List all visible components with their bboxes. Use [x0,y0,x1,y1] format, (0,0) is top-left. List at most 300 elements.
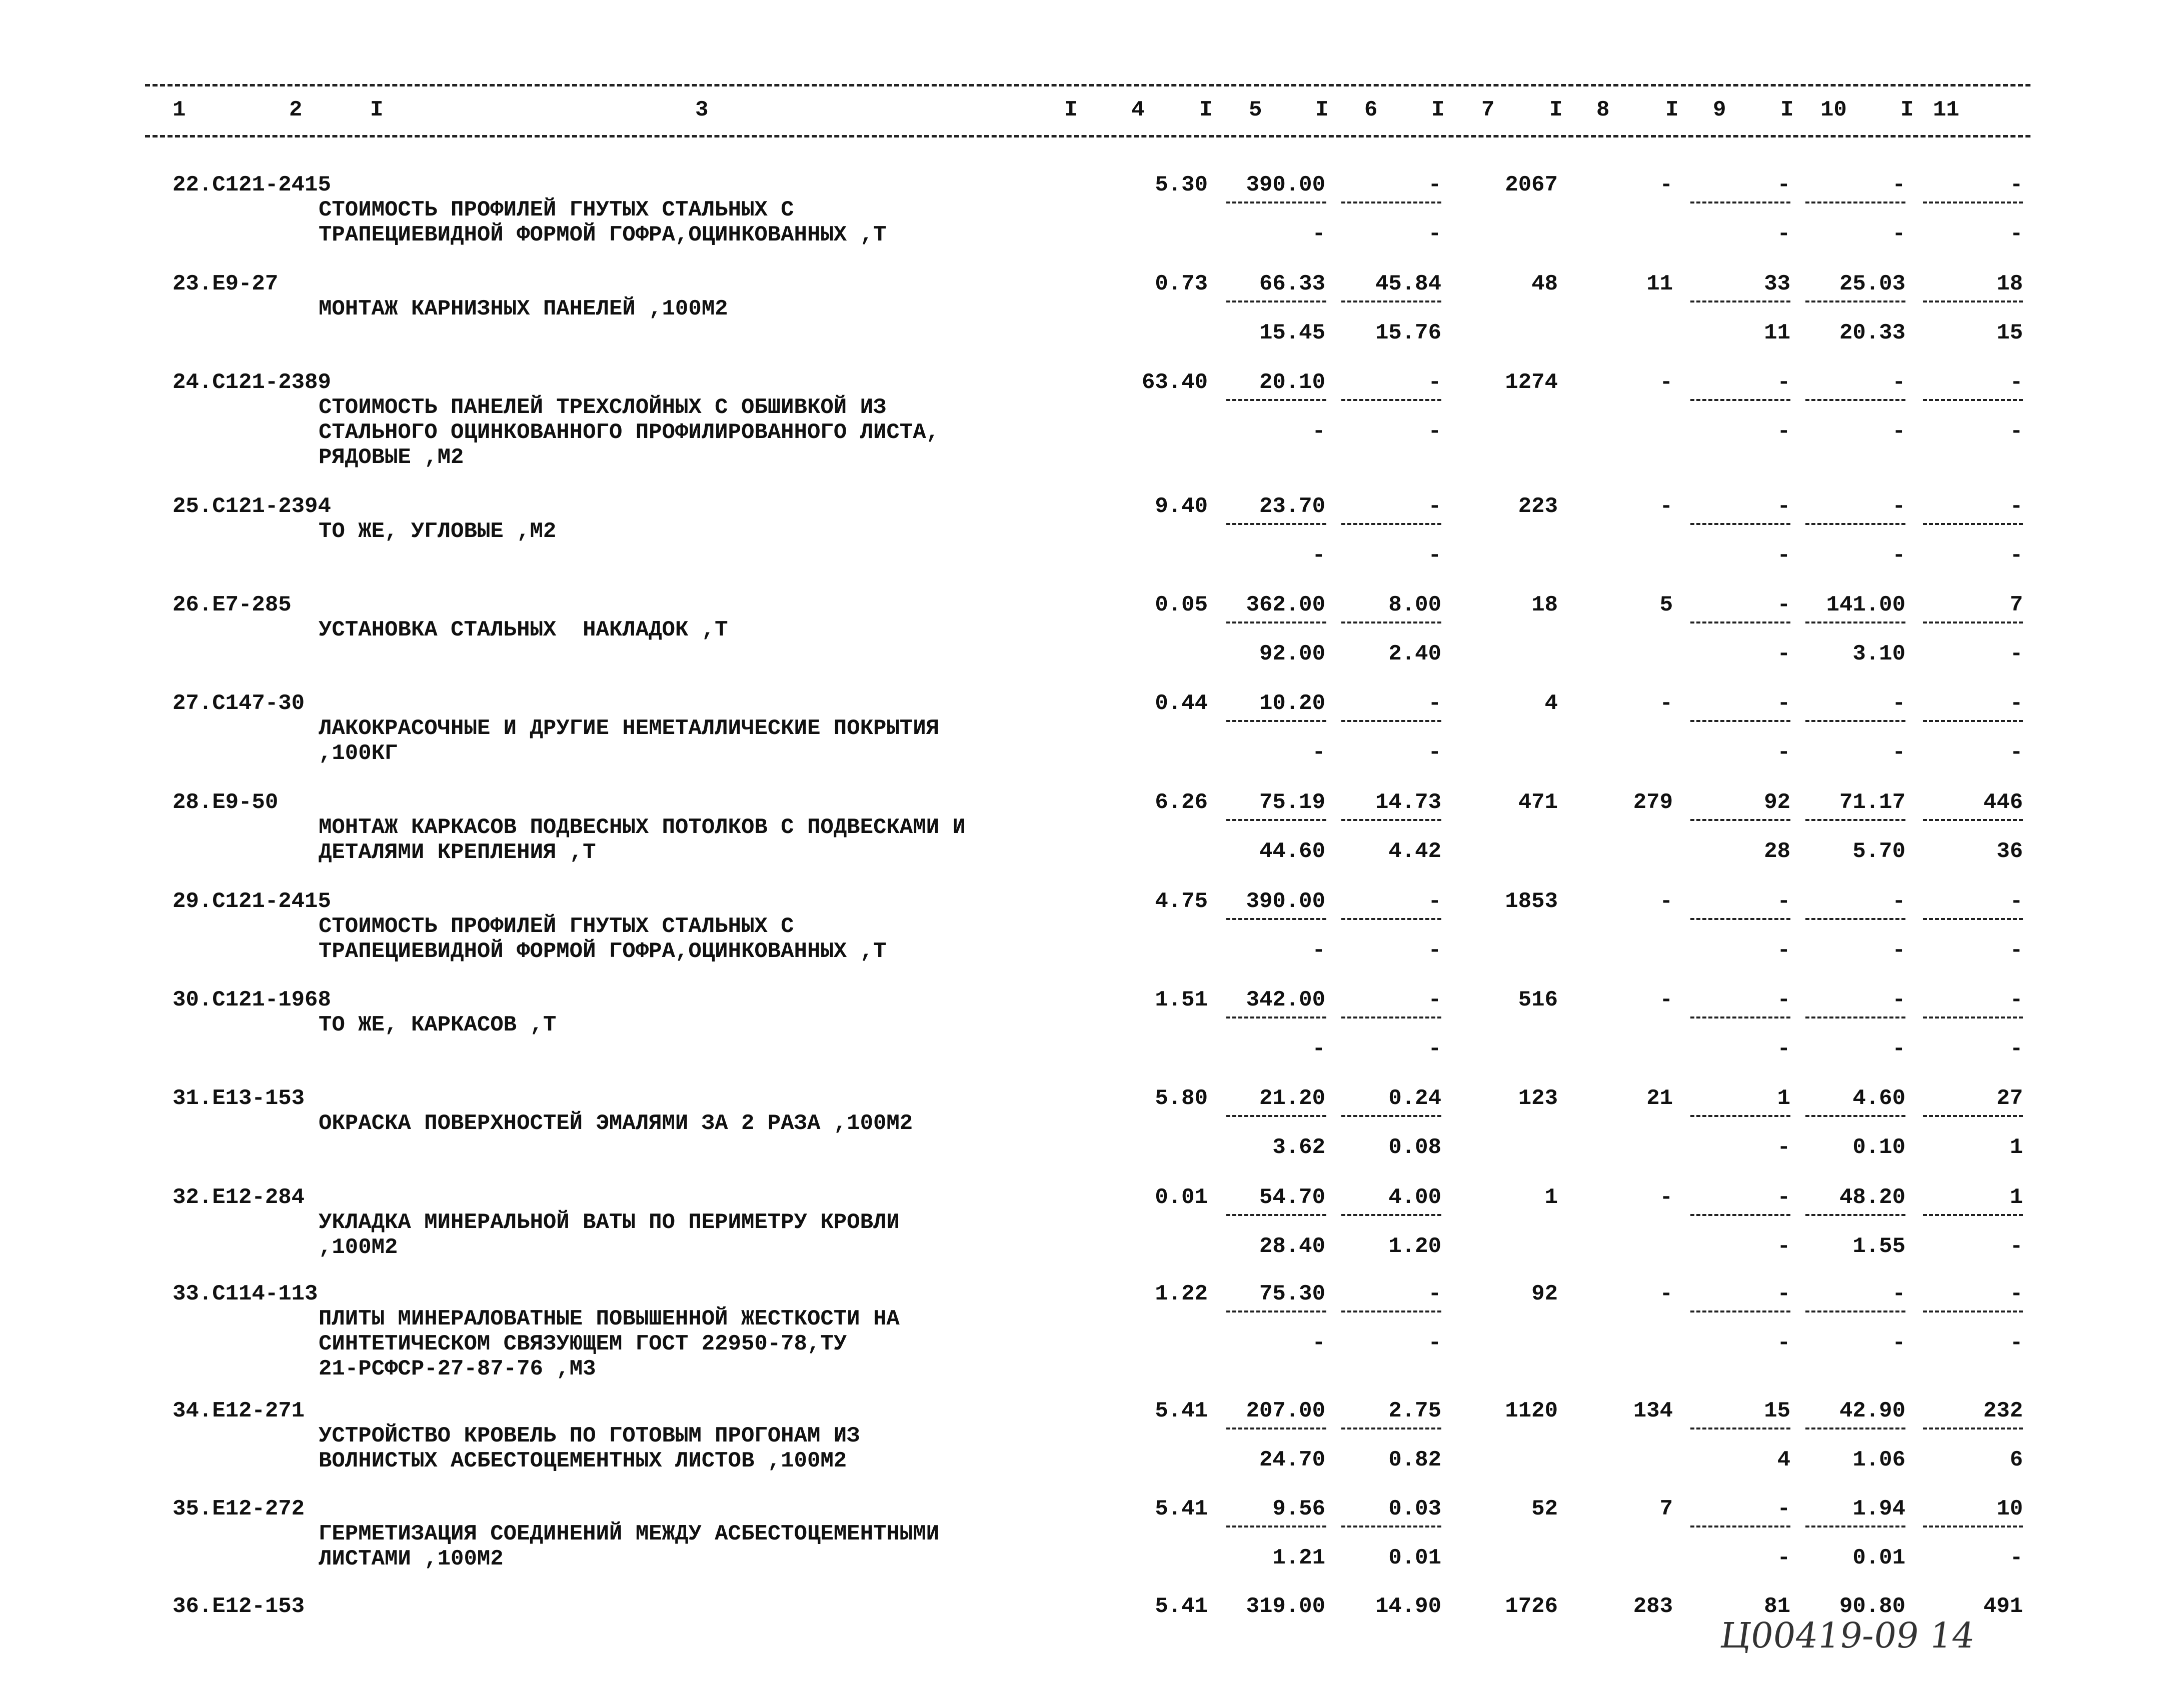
handwritten-signature: Ц00419-09 14 [1717,1615,1977,1656]
row-divider [1341,622,1441,624]
row-value-c9: - [1777,370,1790,395]
row-value-c7: 52 [1531,1496,1558,1522]
row-value-c9b: 4 [1777,1448,1790,1472]
row-value-c4: 63.40 [1141,370,1208,395]
row-code: 28.Е9-50 [173,790,279,815]
row-value-c10b: 1.06 [1852,1448,1905,1472]
row-value-c9b: - [1777,740,1790,765]
row-divider [1923,819,2023,821]
row-divider [1805,918,1905,920]
row-divider [1226,720,1326,722]
header-separator: I [1431,98,1445,122]
row-value-c10b: - [1892,222,1905,246]
top-rule [145,84,2030,86]
row-value-c10b: - [1892,1036,1905,1062]
row-code: 24.С121-2389 [173,370,331,395]
row-value-c11: 27 [1996,1086,2023,1111]
row-description: ТО ЖЕ, УГЛОВЫЕ ,М2 [319,519,557,544]
row-value-c5b: 92.00 [1259,642,1325,666]
row-value-c11: - [2009,172,2023,198]
row-value-c7: 4 [1544,691,1558,716]
row-description: 21-РСФСР-27-87-76 ,М3 [319,1356,596,1382]
row-value-c5b: - [1312,1036,1325,1062]
row-value-c10b: 0.01 [1852,1546,1905,1570]
row-value-c10: 1.94 [1852,1496,1905,1522]
row-value-c7: 471 [1518,790,1558,815]
row-divider [1341,819,1441,821]
row-divider [1923,202,2023,204]
row-description: ,100М2 [319,1235,398,1260]
row-value-c11: 10 [1996,1496,2023,1522]
row-value-c9b: 11 [1764,320,1790,346]
row-value-c5b: 24.70 [1259,1448,1325,1472]
row-value-c10: 42.90 [1839,1398,1905,1424]
row-value-c6: - [1428,889,1441,914]
row-divider [1923,622,2023,624]
row-divider [1226,622,1326,624]
row-divider [1226,1115,1326,1117]
row-value-c11b: - [2009,1036,2023,1062]
row-value-c7: 48 [1531,272,1558,296]
row-value-c10b: 3.10 [1852,642,1905,666]
row-value-c6b: 1.20 [1388,1234,1441,1259]
row-value-c10: - [1892,691,1905,716]
row-value-c4: 5.41 [1155,1398,1208,1424]
row-value-c9b: - [1777,222,1790,246]
row-value-c11b: - [2009,1546,2023,1570]
row-divider [1226,300,1326,302]
row-value-c5: 21.20 [1259,1086,1325,1111]
row-description: ЛИСТАМИ ,100М2 [319,1546,504,1572]
row-value-c7: 223 [1518,494,1558,519]
row-value-c8: - [1659,691,1673,716]
row-value-c6: - [1428,370,1441,395]
row-value-c10: 141.00 [1826,592,1905,618]
row-divider [1690,1016,1790,1018]
row-value-c8: - [1659,1282,1673,1306]
row-divider [1690,1214,1790,1216]
row-value-c5b: - [1312,543,1325,568]
row-divider [1805,1115,1905,1117]
row-value-c11: - [2009,494,2023,519]
row-value-c5: 66.33 [1259,272,1325,296]
header-separator: I [1549,98,1563,122]
row-description: СТАЛЬНОГО ОЦИНКОВАННОГО ПРОФИЛИРОВАННОГО ЛИСТА, [319,420,940,445]
row-value-c5: 23.70 [1259,494,1325,519]
row-description: ОКРАСКА ПОВЕРХНОСТЕЙ ЭМАЛЯМИ ЗА 2 РАЗА ,100М2 [319,1111,913,1136]
row-value-c8: - [1659,1185,1673,1210]
row-value-c4: 9.40 [1155,494,1208,519]
row-value-c7: 1726 [1505,1594,1558,1619]
row-value-c11: 232 [1983,1398,2023,1424]
row-value-c10: - [1892,172,1905,198]
header-separator: I [1900,98,1914,122]
row-description: ГЕРМЕТИЗАЦИЯ СОЕДИНЕНИЙ МЕЖДУ АСБЕСТОЦЕМЕНТНЫМИ [319,1522,940,1546]
row-value-c11b: - [2009,222,2023,246]
row-value-c9b: - [1777,419,1790,444]
row-value-c9b: - [1777,543,1790,568]
row-divider [1226,918,1326,920]
header-col-c1: 1 [173,98,186,122]
row-value-c11: 446 [1983,790,2023,815]
row-value-c6b: - [1428,419,1441,444]
row-value-c6b: 0.01 [1388,1546,1441,1570]
row-divider [1805,1428,1905,1430]
row-value-c11b: - [2009,740,2023,765]
row-value-c5b: - [1312,419,1325,444]
row-value-c10: 48.20 [1839,1185,1905,1210]
row-divider [1805,1526,1905,1528]
row-value-c5b: 15.45 [1259,320,1325,346]
row-value-c6: - [1428,494,1441,519]
row-divider [1805,1016,1905,1018]
row-value-c4: 1.22 [1155,1282,1208,1306]
row-code: 31.Е13-153 [173,1086,305,1111]
row-divider [1341,202,1441,204]
row-value-c8: 7 [1659,1496,1673,1522]
row-description: УСТАНОВКА СТАЛЬНЫХ НАКЛАДОК ,Т [319,618,728,642]
row-value-c10: 71.17 [1839,790,1905,815]
header-separator: I [1315,98,1329,122]
row-divider [1341,523,1441,525]
row-value-c10: - [1892,988,1905,1012]
row-value-c11b: - [2009,1330,2023,1356]
row-value-c6: 0.03 [1388,1496,1441,1522]
row-divider [1805,720,1905,722]
row-value-c9: - [1777,1496,1790,1522]
row-code: 26.Е7-285 [173,592,292,618]
row-divider [1341,720,1441,722]
row-value-c6: 14.90 [1375,1594,1441,1619]
row-code: 36.Е12-153 [173,1594,305,1619]
row-value-c9: - [1777,988,1790,1012]
row-value-c6: - [1428,172,1441,198]
row-value-c6: 0.24 [1388,1086,1441,1111]
row-description: ТО ЖЕ, КАРКАСОВ ,Т [319,1012,557,1038]
header-separator: I [1665,98,1679,122]
row-value-c6: - [1428,691,1441,716]
row-divider [1341,300,1441,302]
row-value-c10b: - [1892,1330,1905,1356]
row-value-c5: 390.00 [1246,172,1325,198]
row-divider [1341,1310,1441,1312]
row-divider [1805,1214,1905,1216]
row-description: ,100КГ [319,741,398,766]
row-value-c6b: 2.40 [1388,642,1441,666]
row-divider [1341,399,1441,401]
row-value-c9: - [1777,889,1790,914]
row-code: 30.С121-1968 [173,988,331,1012]
row-description: ДЕТАЛЯМИ КРЕПЛЕНИЯ ,Т [319,840,596,865]
header-col-c3: 3 [695,98,709,122]
header-col-c11: 11 [1933,98,1959,122]
row-description: ПЛИТЫ МИНЕРАЛОВАТНЫЕ ПОВЫШЕННОЙ ЖЕСТКОСТИ НА [319,1306,900,1332]
row-value-c11b: 1 [2009,1135,2023,1160]
row-divider [1923,523,2023,525]
header-col-c8: 8 [1596,98,1610,122]
header-separator: I [1780,98,1794,122]
row-divider [1923,1016,2023,1018]
row-divider [1805,399,1905,401]
row-description: ТРАПЕЦИЕВИДНОЙ ФОРМОЙ ГОФРА,ОЦИНКОВАННЫХ ,Т [319,939,887,964]
row-value-c6b: - [1428,222,1441,246]
row-value-c6: - [1428,1282,1441,1306]
row-value-c5: 20.10 [1259,370,1325,395]
row-value-c7: 2067 [1505,172,1558,198]
row-divider [1923,399,2023,401]
row-value-c10b: - [1892,740,1905,765]
row-value-c5: 319.00 [1246,1594,1325,1619]
row-divider [1341,1214,1441,1216]
row-value-c10: - [1892,889,1905,914]
row-value-c11: - [2009,889,2023,914]
row-value-c8: - [1659,988,1673,1012]
row-value-c9: - [1777,1185,1790,1210]
row-value-c4: 5.30 [1155,172,1208,198]
row-value-c11: - [2009,370,2023,395]
row-value-c11: - [2009,1282,2023,1306]
row-value-c11: 18 [1996,272,2023,296]
row-code: 22.С121-2415 [173,172,331,198]
row-value-c4: 0.01 [1155,1185,1208,1210]
row-code: 33.С114-113 [173,1282,318,1306]
row-value-c10b: - [1892,543,1905,568]
row-divider [1923,300,2023,302]
header-col-c5: 5 [1249,98,1262,122]
row-value-c8: 5 [1659,592,1673,618]
row-divider [1226,1428,1326,1430]
row-value-c11: 1 [2009,1185,2023,1210]
row-value-c8: - [1659,889,1673,914]
row-value-c6b: 15.76 [1375,320,1441,346]
row-value-c4: 0.73 [1155,272,1208,296]
row-divider [1226,1526,1326,1528]
row-value-c11b: - [2009,419,2023,444]
row-value-c10b: 20.33 [1839,320,1905,346]
header-col-c6: 6 [1364,98,1378,122]
row-value-c5b: - [1312,740,1325,765]
row-value-c9b: - [1777,642,1790,666]
row-value-c5: 75.19 [1259,790,1325,815]
row-divider [1805,523,1905,525]
row-divider [1226,1310,1326,1312]
row-divider [1690,819,1790,821]
row-value-c6b: - [1428,740,1441,765]
row-value-c11: - [2009,691,2023,716]
row-value-c10: 90.80 [1839,1594,1905,1619]
row-value-c11: 7 [2009,592,2023,618]
row-divider [1226,202,1326,204]
row-value-c5: 10.20 [1259,691,1325,716]
row-value-c4: 4.75 [1155,889,1208,914]
row-value-c4: 5.80 [1155,1086,1208,1111]
row-divider [1805,202,1905,204]
row-value-c6: - [1428,988,1441,1012]
row-value-c5b: - [1312,938,1325,963]
row-value-c8: 134 [1633,1398,1673,1424]
row-code: 34.Е12-271 [173,1398,305,1424]
row-value-c11b: 6 [2009,1448,2023,1472]
row-divider [1226,1016,1326,1018]
row-code: 35.Е12-272 [173,1496,305,1522]
row-value-c5: 362.00 [1246,592,1325,618]
row-value-c8: - [1659,494,1673,519]
row-value-c11b: - [2009,543,2023,568]
row-divider [1690,300,1790,302]
header-separator: I [370,98,384,122]
row-divider [1226,399,1326,401]
row-value-c7: 1120 [1505,1398,1558,1424]
row-description: ТРАПЕЦИЕВИДНОЙ ФОРМОЙ ГОФРА,ОЦИНКОВАННЫХ ,Т [319,222,887,248]
row-value-c8: 283 [1633,1594,1673,1619]
row-divider [1805,1310,1905,1312]
row-description: СТОИМОСТЬ ПРОФИЛЕЙ ГНУТЫХ СТАЛЬНЫХ С [319,914,794,939]
row-value-c8: - [1659,370,1673,395]
row-code: 27.С147-30 [173,691,305,716]
row-value-c10b: 1.55 [1852,1234,1905,1259]
row-divider [1341,918,1441,920]
row-value-c9b: 28 [1764,839,1790,864]
row-value-c5: 207.00 [1246,1398,1325,1424]
row-divider [1690,523,1790,525]
row-value-c4: 1.51 [1155,988,1208,1012]
row-code: 25.С121-2394 [173,494,331,519]
header-col-c7: 7 [1481,98,1495,122]
row-divider [1226,1214,1326,1216]
row-description: РЯДОВЫЕ ,М2 [319,445,464,470]
row-value-c10: - [1892,494,1905,519]
row-value-c9b: - [1777,938,1790,963]
row-value-c10b: 0.10 [1852,1135,1905,1160]
row-value-c5b: 3.62 [1272,1135,1325,1160]
row-value-c6b: - [1428,1330,1441,1356]
row-value-c5b: - [1312,222,1325,246]
row-value-c5b: - [1312,1330,1325,1356]
row-divider [1805,622,1905,624]
row-value-c8: 11 [1646,272,1673,296]
row-value-c9: - [1777,172,1790,198]
row-divider [1923,1428,2023,1430]
row-value-c9: 33 [1764,272,1790,296]
row-description: СТОИМОСТЬ ПРОФИЛЕЙ ГНУТЫХ СТАЛЬНЫХ С [319,198,794,222]
row-value-c6b: 0.82 [1388,1448,1441,1472]
row-value-c10: - [1892,1282,1905,1306]
row-description: ВОЛНИСТЫХ АСБЕСТОЦЕМЕНТНЫХ ЛИСТОВ ,100М2 [319,1448,847,1474]
row-value-c10: 4.60 [1852,1086,1905,1111]
row-value-c5: 75.30 [1259,1282,1325,1306]
row-value-c6b: 0.08 [1388,1135,1441,1160]
row-description: МОНТАЖ КАРНИЗНЫХ ПАНЕЛЕЙ ,100М2 [319,296,728,322]
row-divider [1690,1428,1790,1430]
row-value-c4: 0.44 [1155,691,1208,716]
row-value-c7: 516 [1518,988,1558,1012]
row-divider [1226,523,1326,525]
row-description: СТОИМОСТЬ ПАНЕЛЕЙ ТРЕХСЛОЙНЫХ С ОБШИВКОЙ ИЗ [319,395,887,420]
row-description: УСТРОЙСТВО КРОВЕЛЬ ПО ГОТОВЫМ ПРОГОНАМ ИЗ [319,1424,860,1448]
row-description: МОНТАЖ КАРКАСОВ ПОДВЕСНЫХ ПОТОЛКОВ С ПОДВЕСКАМИ И [319,815,966,840]
row-value-c7: 123 [1518,1086,1558,1111]
row-value-c10b: - [1892,419,1905,444]
row-divider [1923,1310,2023,1312]
row-code: 32.Е12-284 [173,1185,305,1210]
row-value-c5b: 1.21 [1272,1546,1325,1570]
row-value-c5: 342.00 [1246,988,1325,1012]
row-value-c7: 92 [1531,1282,1558,1306]
row-value-c9b: - [1777,1036,1790,1062]
row-divider [1923,720,2023,722]
row-divider [1690,1115,1790,1117]
row-value-c11b: 15 [1996,320,2023,346]
row-value-c7: 18 [1531,592,1558,618]
row-divider [1690,202,1790,204]
row-divider [1805,819,1905,821]
row-value-c9b: - [1777,1135,1790,1160]
row-value-c6: 2.75 [1388,1398,1441,1424]
row-value-c5b: 44.60 [1259,839,1325,864]
row-value-c6: 14.73 [1375,790,1441,815]
row-value-c7: 1853 [1505,889,1558,914]
header-rule [145,135,2030,138]
row-value-c10b: 5.70 [1852,839,1905,864]
row-value-c6b: - [1428,1036,1441,1062]
row-value-c5: 54.70 [1259,1185,1325,1210]
row-value-c11: - [2009,988,2023,1012]
row-value-c10: - [1892,370,1905,395]
row-description: ЛАКОКРАСОЧНЫЕ И ДРУГИЕ НЕМЕТАЛЛИЧЕСКИЕ ПОКРЫТИЯ [319,716,940,741]
header-col-c4: 4 [1131,98,1145,122]
row-divider [1341,1115,1441,1117]
row-value-c9: 81 [1764,1594,1790,1619]
header-col-c10: 10 [1820,98,1847,122]
row-value-c5: 9.56 [1272,1496,1325,1522]
row-divider [1226,819,1326,821]
row-value-c6b: - [1428,938,1441,963]
row-value-c8: - [1659,172,1673,198]
row-value-c9: 15 [1764,1398,1790,1424]
row-value-c11b: 36 [1996,839,2023,864]
row-value-c8: 21 [1646,1086,1673,1111]
row-value-c10b: - [1892,938,1905,963]
header-separator: I [1199,98,1213,122]
row-divider [1690,918,1790,920]
row-value-c10: 25.03 [1839,272,1905,296]
row-value-c9: - [1777,1282,1790,1306]
row-value-c4: 0.05 [1155,592,1208,618]
row-value-c9: 1 [1777,1086,1790,1111]
row-value-c7: 1 [1544,1185,1558,1210]
header-separator: I [1064,98,1078,122]
row-value-c6: 4.00 [1388,1185,1441,1210]
row-description: СИНТЕТИЧЕСКОМ СВЯЗУЮЩЕМ ГОСТ 22950-78,ТУ [319,1332,847,1356]
row-divider [1341,1428,1441,1430]
row-value-c9: 92 [1764,790,1790,815]
row-value-c9b: - [1777,1234,1790,1259]
row-divider [1923,918,2023,920]
row-value-c9: - [1777,691,1790,716]
row-code: 23.Е9-27 [173,272,279,296]
row-divider [1341,1526,1441,1528]
row-value-c4: 5.41 [1155,1594,1208,1619]
row-code: 29.С121-2415 [173,889,331,914]
row-value-c6b: - [1428,543,1441,568]
row-value-c8: 279 [1633,790,1673,815]
row-divider [1690,1310,1790,1312]
header-col-c9: 9 [1713,98,1726,122]
row-divider [1690,1526,1790,1528]
row-value-c9b: - [1777,1546,1790,1570]
row-value-c7: 1274 [1505,370,1558,395]
row-value-c5: 390.00 [1246,889,1325,914]
